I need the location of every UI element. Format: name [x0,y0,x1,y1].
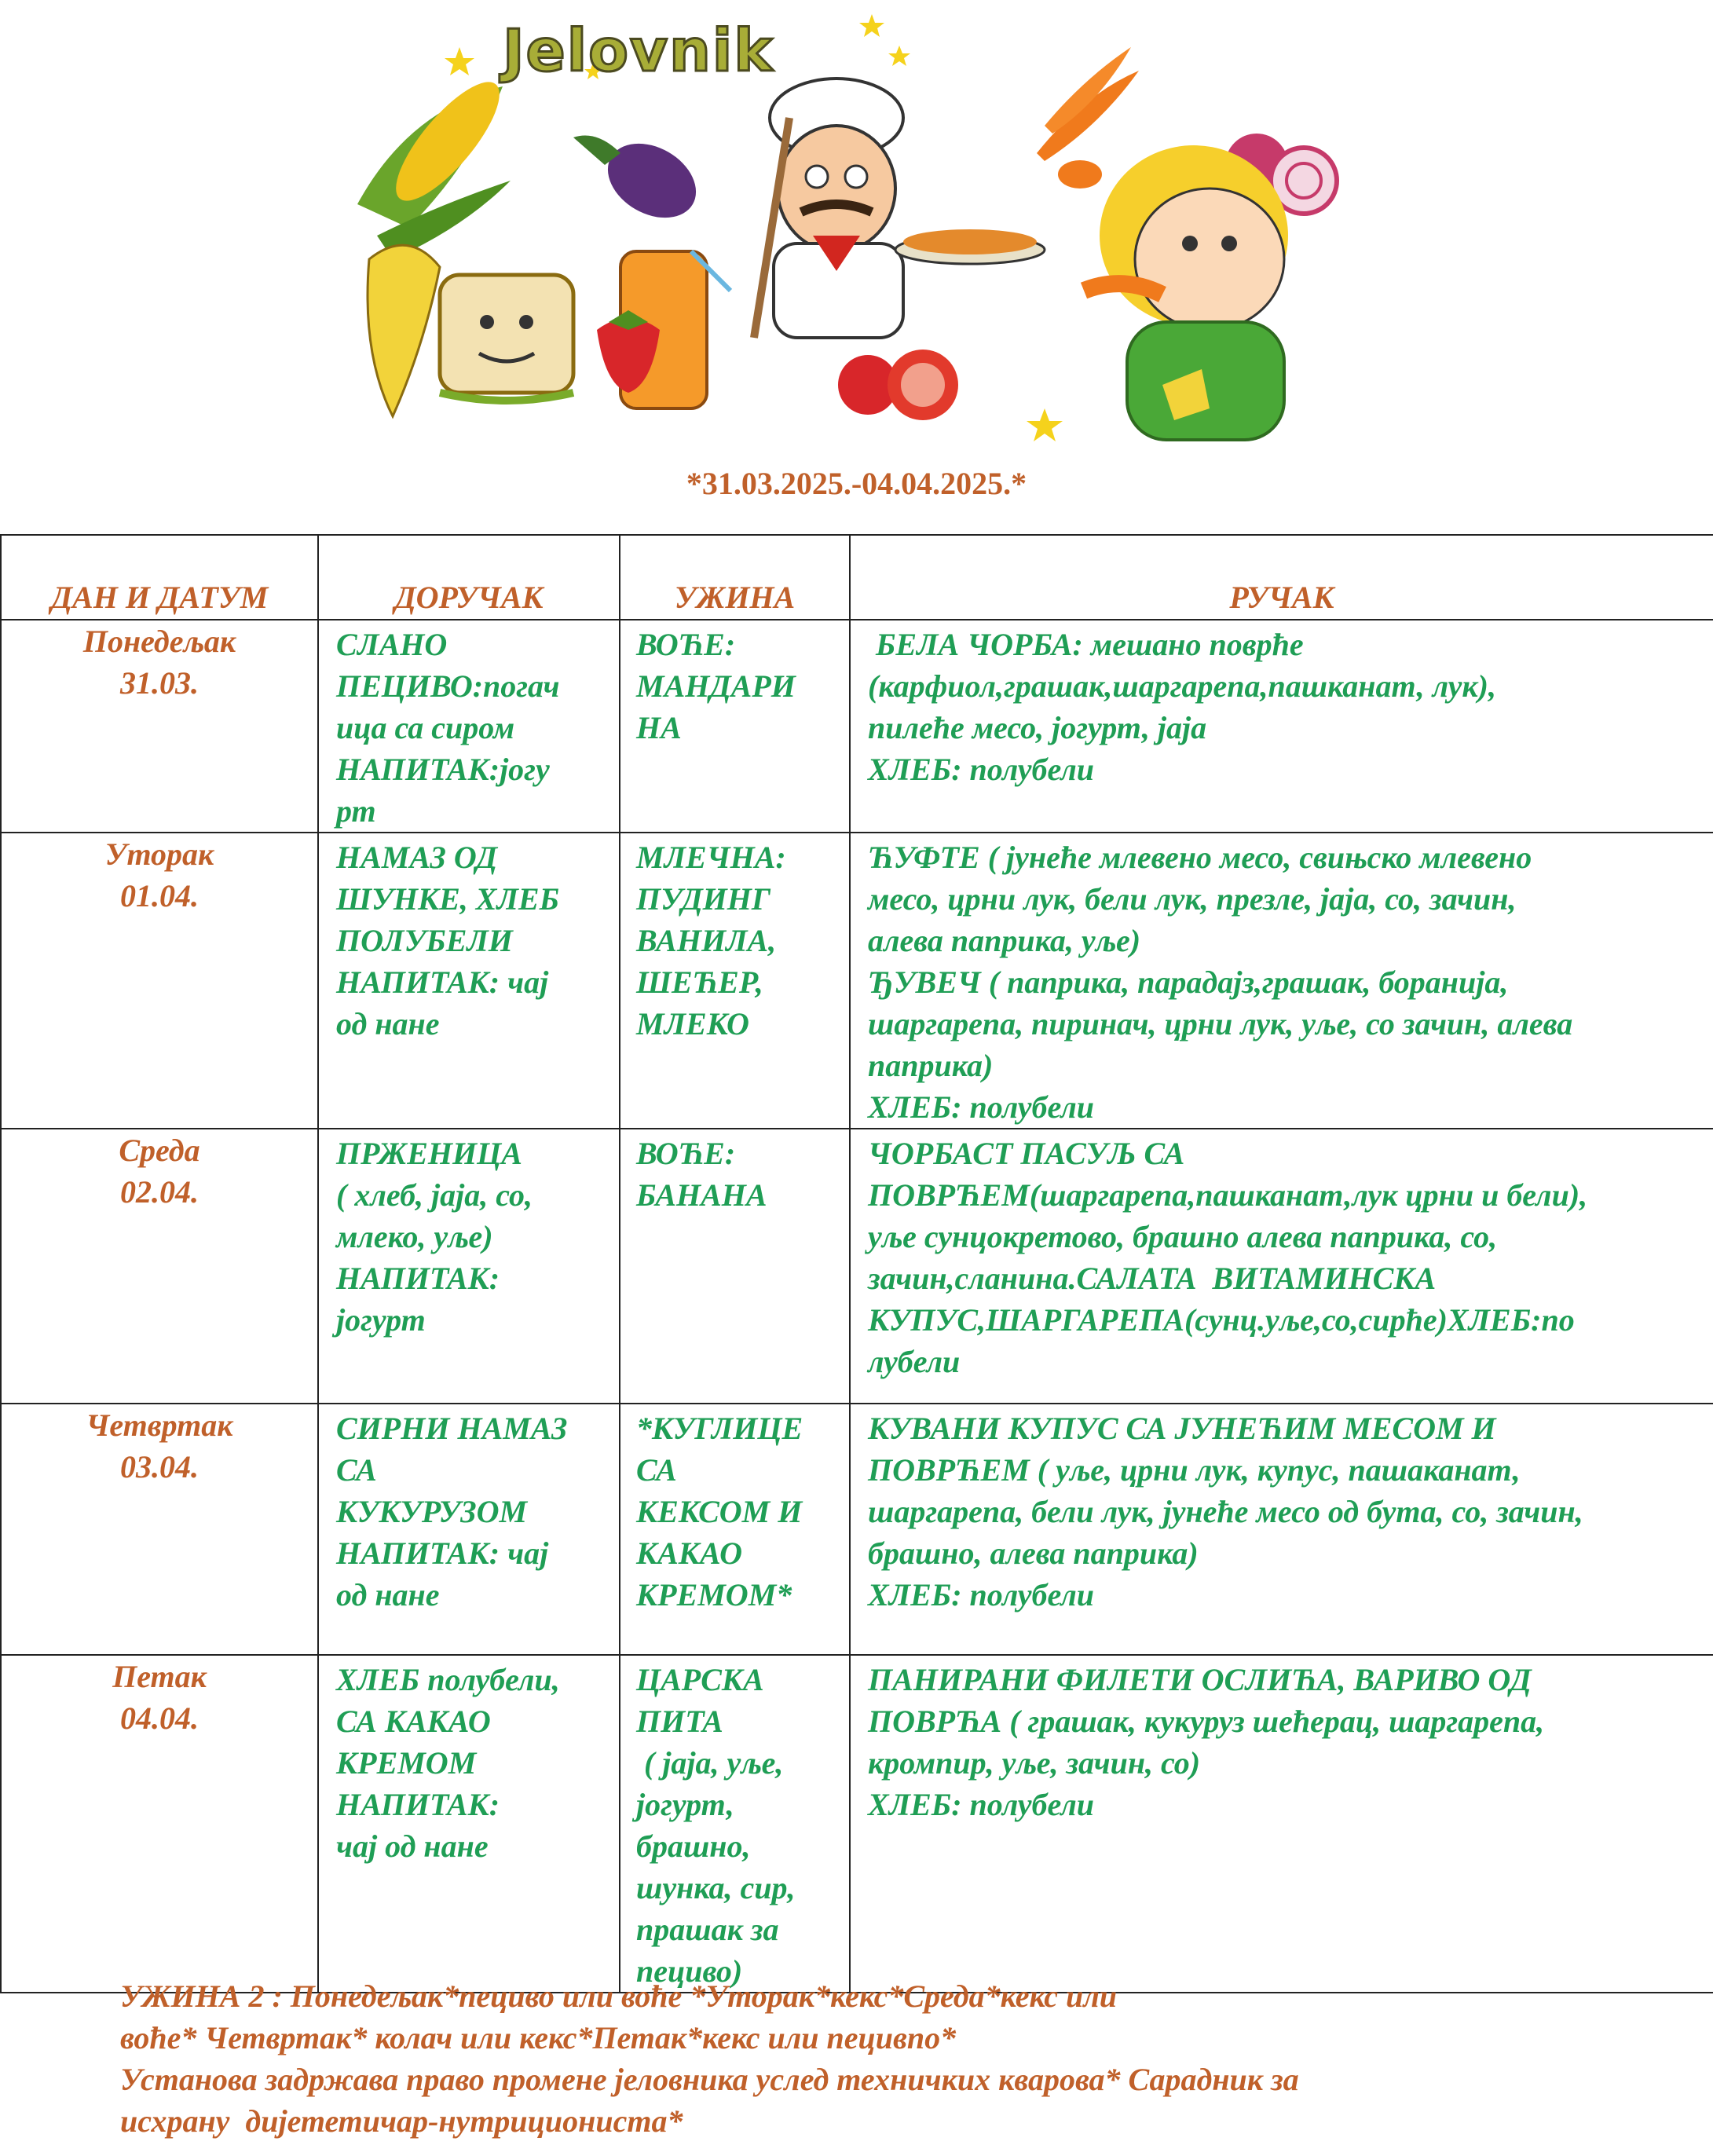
weekly-menu-table [0,534,1713,1993]
cell-line: ( јаја, уље, [636,1745,784,1781]
cell-line: месо, црни лук, бели лук, презле, јаја, со, зачин, [868,881,1517,917]
cell-line: уље сунцокретово, брашно алева паприка, со, [868,1219,1498,1254]
lunch-cell [850,1655,1713,1993]
cell-line: ПУДИНГ [636,881,771,917]
cell-line: КУПУС,ШАРГАРЕПА(сунц.уље,со,сирће)ХЛЕБ:по [868,1302,1575,1338]
cell-line: ХЛЕБ полубели, [336,1662,560,1697]
snack-cell [620,1655,850,1993]
day-cell [1,1655,318,1993]
cell-line: ПОВРЋЕМ(шаргарепа,пашканат,лук црни и бели), [868,1177,1588,1213]
cell-line: зачин,сланина.САЛАТА ВИТАМИНСКА [868,1261,1437,1296]
cell-line: шаргарепа, пиринач, црни лук, уље, со зачин, алева [868,1006,1573,1041]
cell-line: МЛЕКО [636,1006,749,1041]
cell-line: ВАНИЛА, [636,923,777,958]
cell-line: ХЛЕБ: полубели [868,752,1095,787]
lunch-cell [850,1129,1713,1404]
cell-line: НАПИТАК: [336,1787,500,1822]
cell-line: јогурт [336,1302,426,1338]
chef-icon [754,79,1045,338]
sandwich-icon [440,275,573,401]
day-cell [1,1129,318,1404]
cell-line: ХЛЕБ: полубели [868,1787,1095,1822]
cell-line: ПРЖЕНИЦА [336,1136,522,1171]
header-snack: УЖИНА [620,535,850,620]
cell-line: ПОВРЋА ( грашак, кукуруз шећерац, шаргарепа, [868,1704,1545,1739]
cell-line: 03.04. [120,1449,199,1484]
breakfast-cell [318,1404,620,1655]
cell-line: алева паприка, уље) [868,923,1141,958]
cell-line: ПИТА [636,1704,723,1739]
cell-line: 02.04. [120,1174,199,1210]
cell-line: ВОЋЕ: [636,1136,736,1171]
breakfast-cell [318,833,620,1129]
cell-line: ПОВРЋЕМ ( уље, црни лук, купус, пашаканат, [868,1452,1521,1488]
cell-line: ХЛЕБ: полубели [868,1089,1095,1125]
lunch-cell [850,620,1713,833]
cell-line: лубели [868,1344,961,1379]
snack-cell [620,1404,850,1655]
cell-line: ЦАРСКА [636,1662,764,1697]
cell-line: брашно, [636,1828,751,1864]
table-row [1,1404,1713,1655]
cell-line: шунка, сир, [636,1870,796,1905]
day-cell [1,1404,318,1655]
cell-line: Среда [119,1133,200,1168]
cell-line: ( хлеб, јаја, со, [336,1177,533,1213]
cell-line: ица са сиром [336,710,515,745]
cell-line: СА [336,1452,377,1488]
table-header-row [1,535,1713,620]
cell-line: пилеће месо, јогурт, јаја [868,710,1207,745]
header-illustration [0,0,1713,456]
cell-line: КАКАО [636,1536,742,1571]
carrot-icon [1037,47,1139,189]
cell-line: Четвртак [86,1407,233,1443]
cell-line: рт [336,793,376,829]
snack-cell [620,620,850,833]
day-cell [1,833,318,1129]
header-breakfast: ДОРУЧАК [318,535,620,620]
table-row [1,1129,1713,1404]
cell-line: ПЕЦИВО:погач [336,668,560,704]
cell-line: 04.04. [120,1700,199,1736]
cell-line: шаргарепа, бели лук, јунеће месо од бута, со, зачин, [868,1494,1583,1529]
snack-cell [620,1129,850,1404]
cell-line: НА [636,710,682,745]
cell-line: ЂУВЕЧ ( паприка, парадајз,грашак, боранија, [868,965,1509,1000]
corn-icon [357,68,515,259]
cell-line: КРЕМОМ [336,1745,477,1781]
cell-line: НАПИТАК: чај [336,965,549,1000]
footer-notes [120,1975,1652,2142]
cell-line: пециво) [636,1953,743,1989]
cell-line: МЛЕЧНА: [636,840,786,875]
cell-line: НАПИТАК:јогу [336,752,550,787]
breakfast-cell [318,1129,620,1404]
cell-line: КУВАНИ КУПУС СА ЈУНЕЋИМ МЕСОМ И [868,1411,1496,1446]
cell-line: кромпир, уље, зачин, со) [868,1745,1201,1781]
banana-icon [368,245,440,416]
cell-line: ПОЛУБЕЛИ [336,923,513,958]
cell-line: чај од нане [336,1828,489,1864]
cell-line: брашно, алева паприка) [868,1536,1199,1571]
cell-line: КРЕМОМ* [636,1577,792,1612]
cell-line: НАПИТАК: [336,1261,500,1296]
tomato-icon [838,350,958,420]
cell-line: прашак за [636,1912,779,1947]
table-row [1,833,1713,1129]
cell-line: Уторак [104,836,214,872]
cell-line: СЛАНО [336,627,448,662]
cell-line: 01.04. [120,878,199,913]
cell-line: КУКУРУЗОМ [336,1494,528,1529]
snack-cell [620,833,850,1129]
note-line: исхрану дијететичар-нутриционистa* [120,2103,683,2139]
cell-line: *КУГЛИЦЕ [636,1411,803,1446]
table-row [1,1655,1713,1993]
cell-line: паприка) [868,1048,994,1083]
child-eating-icon [1084,145,1288,440]
cell-line: јогурт, [636,1787,734,1822]
breakfast-cell [318,1655,620,1993]
cell-line: Петак [112,1659,207,1694]
cell-line: СА [636,1452,677,1488]
cell-line: ВОЋЕ: [636,627,736,662]
cell-line: ЋУФТЕ ( јунеће млевено месо, свињско млевено [868,840,1532,875]
table-row [1,620,1713,833]
cell-line: 31.03. [120,665,199,701]
cell-line: ХЛЕБ: полубели [868,1577,1095,1612]
date-range: *31.03.2025.-04.04.2025.* [686,466,1027,501]
cell-line: ШУНКЕ, ХЛЕБ [336,881,560,917]
cell-line: ПАНИРАНИ ФИЛЕТИ ОСЛИЋА, ВАРИВО ОД [868,1662,1532,1697]
eggplant-icon [573,129,709,233]
lunch-cell [850,1404,1713,1655]
cell-line: НАМАЗ ОД [336,840,498,875]
breakfast-cell [318,620,620,833]
cell-line: СИРНИ НАМАЗ [336,1411,568,1446]
cell-line: СА КАКАО [336,1704,491,1739]
cell-line: КЕКСОМ И [636,1494,803,1529]
cell-line: млеко, уље) [336,1219,493,1254]
day-cell [1,620,318,833]
lunch-cell [850,833,1713,1129]
cell-line: Понедељак [82,624,236,659]
cell-line: БЕЛА ЧОРБА: мешано поврће [868,627,1304,662]
cell-line: ШЕЋЕР, [636,965,763,1000]
note-line: Установа задржава право промене јеловника услед техничких кварова* Сарадник за [120,2062,1299,2097]
header-title: Jelovnik [503,17,774,85]
cell-line: ЧОРБАСТ ПАСУЉ СА [868,1136,1185,1171]
cell-line: од нане [336,1577,440,1612]
cell-line: (карфиол,грашак,шаргарепа,пашканат, лук), [868,668,1496,704]
header-lunch: РУЧАК [850,535,1713,620]
header-day-date: ДАН И ДАТУМ [1,535,318,620]
cell-line: БАНАНА [636,1177,767,1213]
note-line: воће* Четвртак* колач или кекс*Петак*кекс или пецивпо* [120,2020,957,2055]
cell-line: МАНДАРИ [636,668,796,704]
cell-line: НАПИТАК: чај [336,1536,549,1571]
note-line: УЖИНА 2 : Понедељак*пециво или воће *Уторак*кекс*Среда*кекс или [120,1978,1117,2014]
cell-line: од нане [336,1006,440,1041]
